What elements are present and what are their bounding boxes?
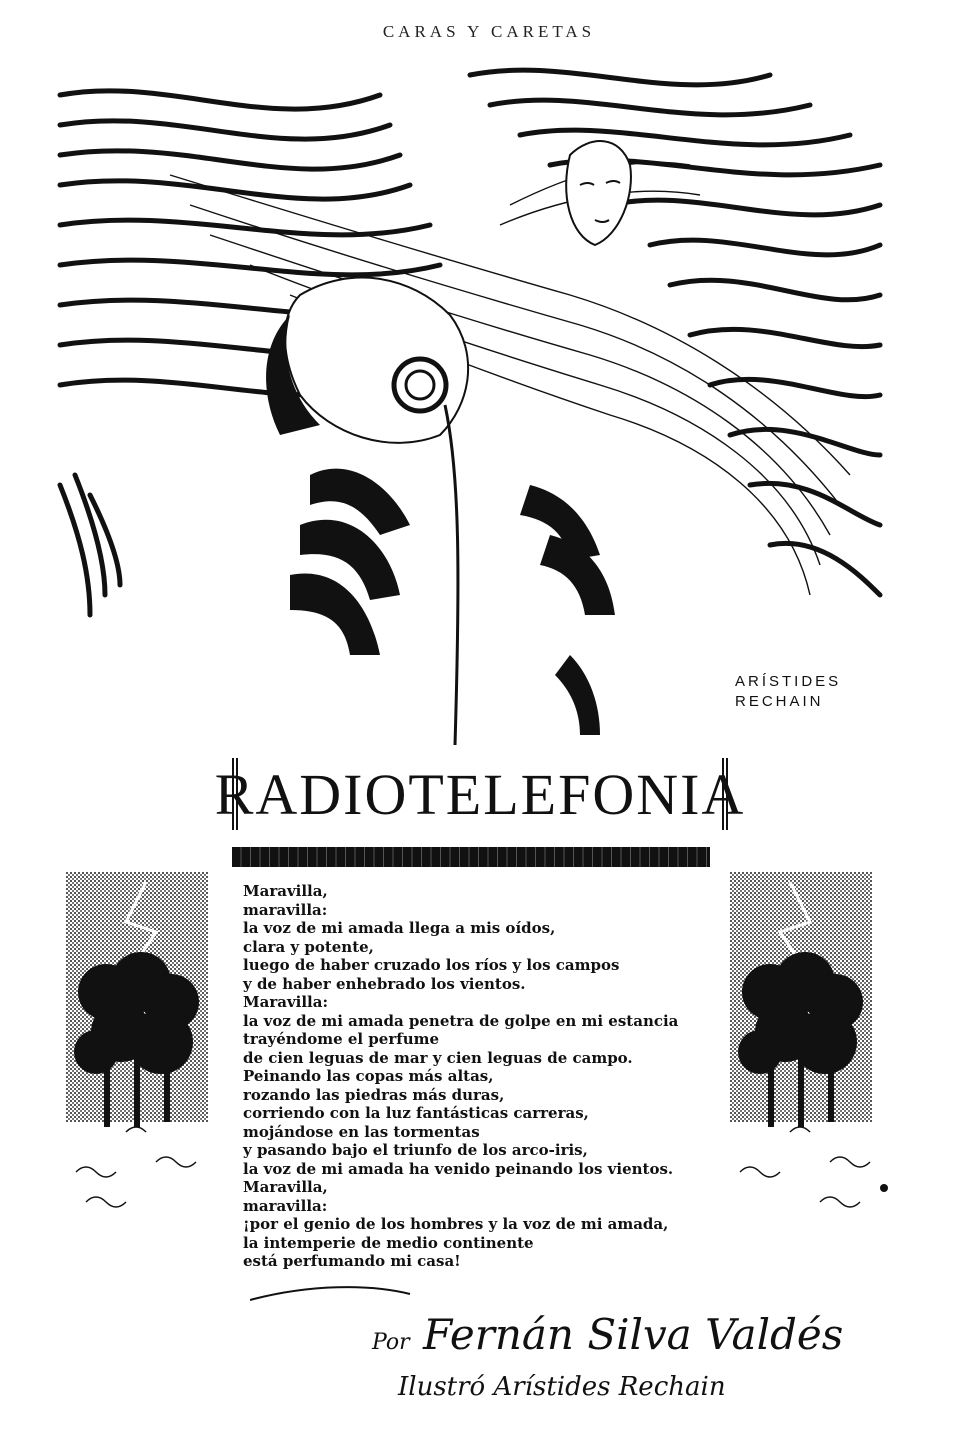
poem-line: Maravilla, [243,1178,328,1196]
poem-line: la voz de mi amada ha venido peinando los vientos. [243,1159,674,1178]
byline-prefix: Por [372,1330,410,1355]
author-byline [250,1282,844,1362]
illustrator-credit: Ilustró Arístides Rechain [398,1372,726,1402]
poem-line: trayéndome el perfume [243,1030,440,1048]
byline-flourish [250,1282,720,1312]
illustration-radio-listener [50,55,890,755]
signature-line-2: RECHAIN [735,693,824,710]
poem-line: está perfumando mi casa! [243,1252,461,1270]
poem-line: mojándose en las tormentas [243,1122,480,1141]
masthead: CARAS Y CARETAS [382,22,596,41]
signature-line-1: ARÍSTIDES [735,673,842,690]
poem-line: maravilla: [243,900,328,919]
poem-line: rozando las piedras más duras, [243,1085,505,1104]
poem-text [243,882,713,1271]
poem-line: la voz de mi amada llega a mis oídos, [243,919,556,937]
poem-line: Peinando las copas más altas, [243,1067,494,1085]
poem-line: y pasando bajo el triunfo de los arco-iris, [243,1141,588,1159]
poem-line: la voz de mi amada penetra de golpe en mi estancia [243,1011,679,1030]
poem-line: clara y potente, [243,937,374,956]
poem-line: corriendo con la luz fantásticas carreras, [243,1104,589,1122]
byline-author: Fernán Silva Valdés [423,1310,844,1359]
poem-line: Maravilla: [243,993,329,1011]
poem-line: de cien leguas de mar y cien leguas de campo. [243,1048,633,1067]
decorative-rule [232,847,710,867]
poem-line: y de haber enhebrado los vientos. [243,974,526,993]
author-name [372,1310,843,1359]
page-title: RADIOTELEFONIA [232,758,728,830]
poem-line: la intemperie de medio continente [243,1233,534,1252]
poem-line: ¡por el genio de los hombres y la voz de mi amada, [243,1215,669,1233]
poem-line: Maravilla, [243,882,328,900]
poem-line: maravilla: [243,1196,328,1215]
ink-dot [880,1184,888,1192]
left-landscape-illustration [66,872,208,1222]
poem-line: luego de haber cruzado los ríos y los campos [243,956,620,974]
illustrator-signature [735,672,885,712]
right-landscape-illustration [730,872,872,1222]
